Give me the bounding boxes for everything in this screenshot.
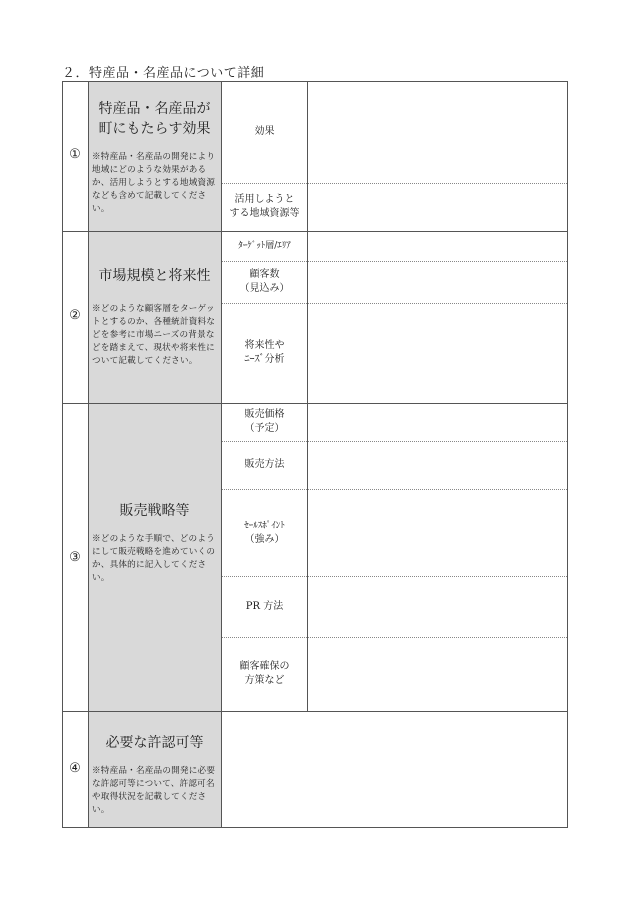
section-3-title: 販売戦略等 (119, 503, 190, 519)
permits-input-area[interactable] (222, 712, 567, 827)
label-effect: 効果 (254, 126, 275, 137)
label-customer-acquisition: 顧客確保の 方策など (239, 661, 290, 686)
target-area-input-area[interactable] (308, 232, 567, 261)
local-resources-input-area[interactable] (308, 184, 567, 231)
border-left (62, 81, 63, 828)
price-input-area[interactable] (308, 404, 567, 441)
future-needs-input-area[interactable] (308, 304, 567, 403)
customer-acquisition-input-area[interactable] (308, 638, 567, 711)
section-3-number: ③ (69, 550, 81, 565)
section-1-note: ※特産品・名産品の開発により地域にどのような効果があるか、活用しようとする地域資源なども含めて記載してください。 (92, 152, 216, 214)
customer-count-input-area[interactable] (308, 262, 567, 303)
label-customer-count: 顧客数 （見込み） (239, 269, 290, 294)
section-2-title: 市場規模と将来性 (98, 268, 211, 284)
label-sales-method: 販売方法 (244, 459, 285, 470)
border-right (567, 81, 568, 828)
section-2-note: ※どのような顧客層をターゲットとするのか、各種統計資料などを参考に市場ニーズの背景などを踏まえて、現状や将来性について記載してください。 (92, 304, 216, 366)
section-4-number: ④ (69, 761, 81, 776)
label-price: 販売価格 （予定） (244, 409, 285, 434)
section-2-number: ② (69, 308, 81, 323)
label-pr-method: PR 方法 (245, 600, 284, 612)
label-local-resources: 活用しようと する地域資源等 (229, 194, 300, 219)
detail-table (62, 81, 568, 828)
section-1-title (88, 99, 221, 139)
page-heading: ２．特産品・名産品について詳細 (62, 66, 265, 81)
border-bottom (62, 827, 568, 828)
label-future-needs: 将来性や ﾆｰｽﾞ分析 (244, 340, 285, 365)
sales-method-input-area[interactable] (308, 442, 567, 489)
pr-method-input-area[interactable] (308, 577, 567, 637)
section-3-note: ※どのような手順で、どのようにして販売戦略を進めていくのか、具体的に記入してください。 (92, 534, 216, 583)
label-target-area: ﾀｰｹﾞｯﾄ層/ｴﾘｱ (238, 241, 291, 251)
selling-point-input-area[interactable] (308, 490, 567, 576)
section-4-title: 必要な許認可等 (105, 735, 204, 751)
section-4-note: ※特産品・名産品の開発に必要な許認可等について、許認可名や取得状況を記載してください。 (92, 766, 216, 815)
column-divider (88, 81, 89, 828)
section-1-title-line2: 町にもたらす効果 (98, 121, 211, 137)
label-selling-point: ｾｰﾙｽﾎﾟｲﾝﾄ （強み） (244, 520, 285, 545)
section-1-number: ① (69, 147, 81, 162)
section-1-title-line1: 特産品・名産品が (98, 101, 211, 117)
effect-input-area[interactable] (308, 82, 567, 183)
